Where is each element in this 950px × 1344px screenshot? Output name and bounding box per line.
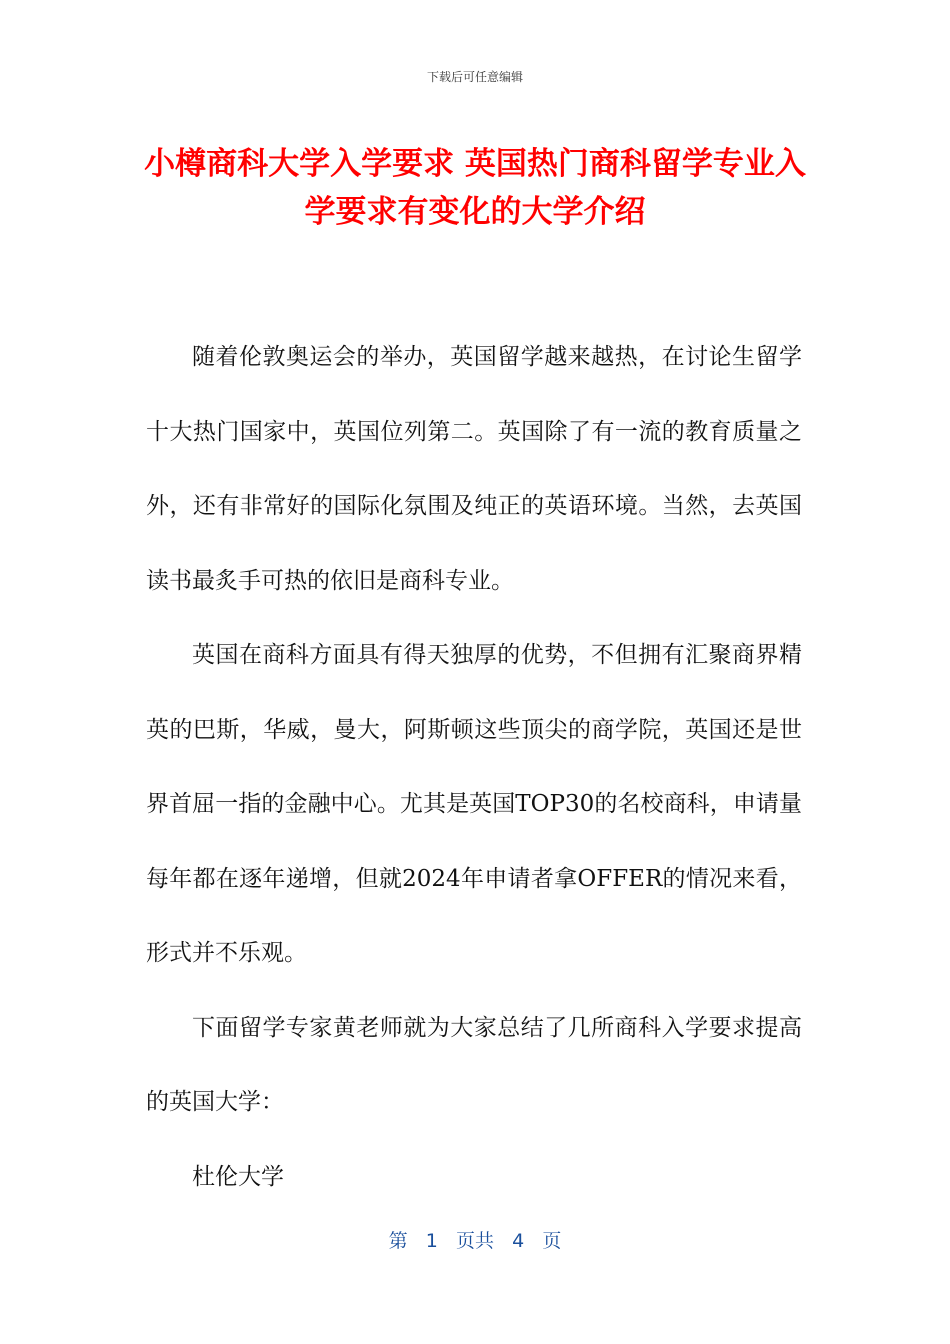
footer-page-total: 4 <box>512 1230 525 1252</box>
document-body <box>146 320 802 1214</box>
paragraph-advantages: 英国在商科方面具有得天独厚的优势，不但拥有汇聚商界精英的巴斯，华威，曼大，阿斯顿这些顶尖的商学院，英国还是世界首屈一指的金融中心。尤其是英国TOP30的名校商科，申请量每年都在逐年递增，但就2024年申请者拿OFFER的情况来看，形式并不乐观。 <box>146 642 802 966</box>
header-note: 下载后可任意编辑 <box>426 70 523 84</box>
footer-mid: 页共 <box>455 1230 494 1252</box>
footer-suffix: 页 <box>542 1230 562 1252</box>
document-title: 小樽商科大学入学要求 英国热门商科留学专业入学要求有变化的大学介绍 <box>144 146 806 230</box>
paragraph-summary: 下面留学专家黄老师就为大家总结了几所商科入学要求提高的英国大学： <box>146 1014 802 1115</box>
paragraph-intro: 随着伦敦奥运会的举办，英国留学越来越热，在讨论生留学十大热门国家中，英国位列第二。英国除了有一流的教育质量之外，还有非常好的国际化氛围及纯正的英语环境。当然，去英国读书最炙手可热的依旧是商科专业。 <box>146 344 802 594</box>
page-footer <box>0 1226 950 1253</box>
footer-prefix: 第 <box>388 1230 408 1252</box>
paragraph-university-heading: 杜伦大学 <box>192 1163 284 1190</box>
footer-page-current: 1 <box>425 1230 438 1252</box>
